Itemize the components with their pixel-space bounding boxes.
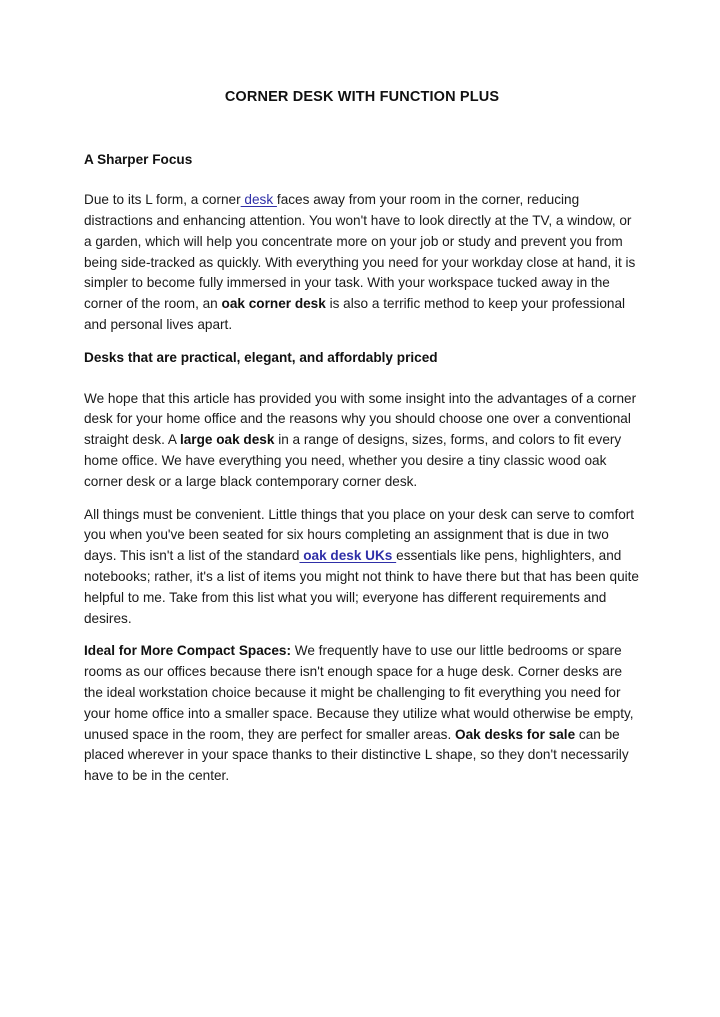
- paragraph-text-segment: Due to its L form, a corner: [84, 192, 241, 208]
- desk-link[interactable]: desk: [240, 192, 277, 208]
- paragraph-text-segment: essentials like pens, highlighters, and notebooks; rather, it's a list of items you might not think to have there but that has been quite helpful to me. Take from this list what you will; everyone has different requirements and desires.: [84, 548, 639, 626]
- spacer: [84, 336, 640, 348]
- paragraph-ideal-compact-spaces: [84, 641, 640, 787]
- spacer: [84, 493, 640, 505]
- section-heading-practical-elegant-affordable: Desks that are practical, elegant, and affordably priced: [84, 349, 438, 365]
- title-spacer: [84, 108, 640, 150]
- emphasis-oak-desks-for-sale: Oak desks for sale: [455, 726, 576, 742]
- paragraph-text-segment: faces away from your room in the corner, reducing distractions and enhancing attention. You won't have to look directly at the TV, a window, or a garden, which will help you concentrate more on your job or study and prevent you from being side-tracked as quickly. With everything you need for your workday close at hand, it is simpler to become fully immersed in your task. With your workspace tucked away in the corner of the room, an: [84, 192, 636, 312]
- spacer: [84, 169, 640, 190]
- paragraph-text-segment: We hope that this article has provided you with some insight into the advantages of a corner desk for your home office and the reasons why you should choose one over a conventional straight desk. A: [84, 390, 637, 448]
- paragraph-text-segment: All things must be convenient. Little things that you place on your desk can serve to comfort you when you've been seated for six hours completing an assignment that is due in two days. This isn't a list of the standard: [84, 506, 635, 564]
- paragraph-we-hope: [84, 389, 640, 493]
- paragraph-sharper-focus: [84, 190, 640, 336]
- spacer: [84, 368, 640, 389]
- paragraph-all-things-convenient: [84, 505, 640, 630]
- emphasis-large-oak-desk: large oak desk: [179, 432, 275, 448]
- emphasis-ideal-for-more-compact-spaces: Ideal for More Compact Spaces:: [84, 643, 291, 659]
- paragraph-text-segment: is also a terrific method to keep your professional and personal lives apart.: [84, 296, 626, 333]
- paragraph-text-segment: in a range of designs, sizes, forms, and colors to fit every home office. We have everything you need, whether you desire a tiny classic wood oak corner desk or a large black contemporary corner desk.: [84, 432, 622, 489]
- section-heading-a-sharper-focus: A Sharper Focus: [84, 151, 193, 167]
- oak-desk-uks-link[interactable]: oak desk UKs: [299, 548, 397, 564]
- document-body: [84, 88, 640, 787]
- paragraph-text-segment: We frequently have to use our little bedrooms or spare rooms as our offices because there isn't enough space for a huge desk. Corner desks are the ideal workstation choice because it might be challenging to fit everything you need for your home office into a smaller space. Because they utilize what would otherwise be empty, unused space in the room, they are perfect for smaller areas.: [84, 643, 634, 742]
- paragraph-text-segment: can be placed wherever in your space thanks to their distinctive L shape, so they don't necessarily have to be in the center.: [84, 726, 629, 784]
- spacer: [84, 629, 640, 641]
- emphasis-oak-corner-desk: oak corner desk: [221, 296, 326, 312]
- document-title: CORNER DESK WITH FUNCTION PLUS: [224, 89, 500, 105]
